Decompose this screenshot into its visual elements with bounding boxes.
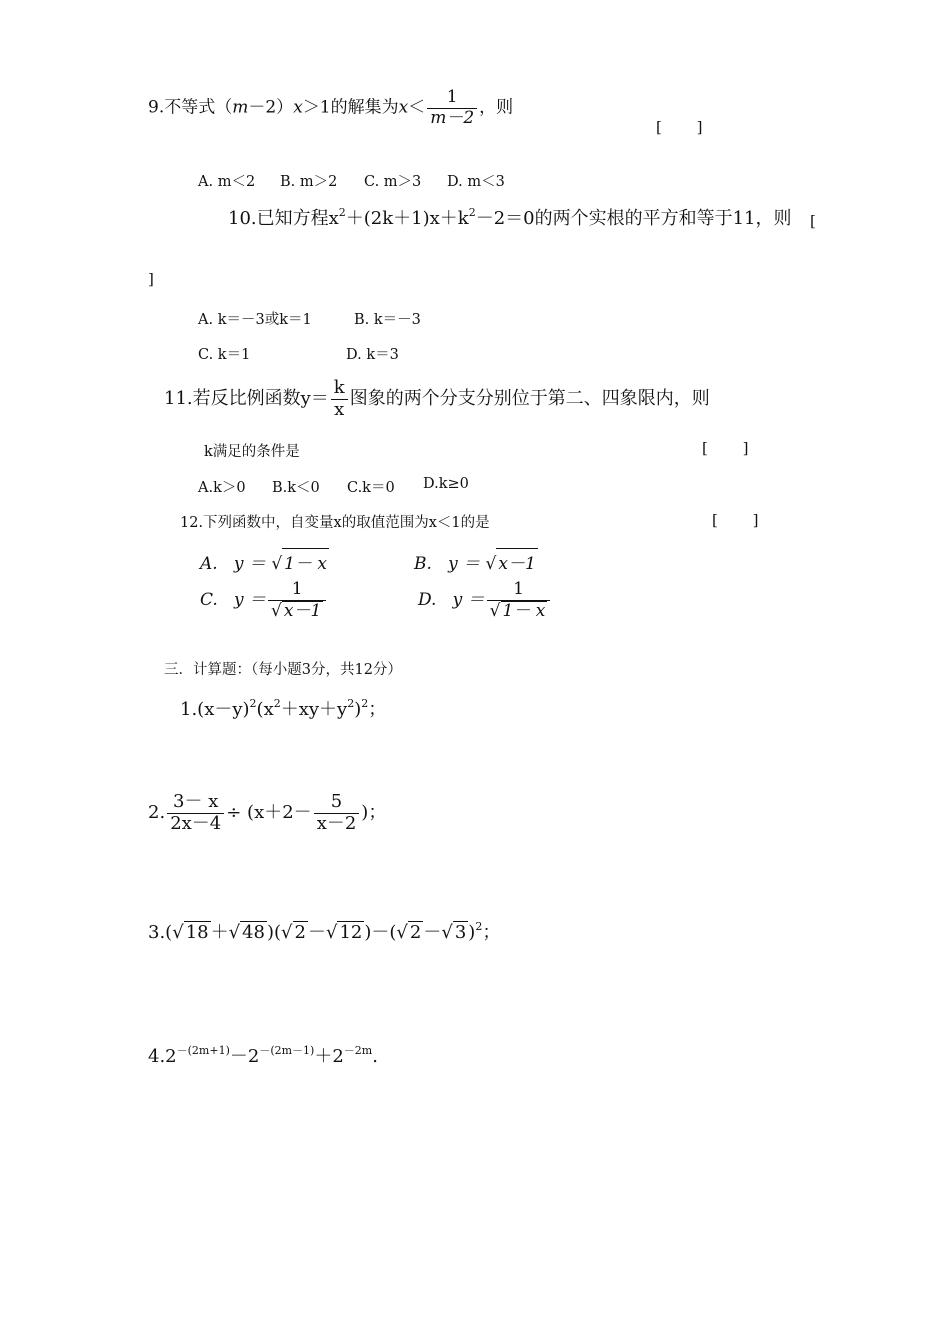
sqrt-sign: √ x－1	[486, 548, 538, 574]
q11-stem: 11.若反比例函数y＝ $\frac{k}{x}$ 图象的两个分支分别位于第二、四象限内，则	[164, 377, 710, 420]
q12-d-fraction: $\frac{1}{√ 1- x}$	[487, 580, 551, 621]
section-3-title: 三．计算题：（每小题3分，共12分）	[164, 662, 402, 678]
q11-option-a: A.k＞0	[198, 480, 246, 496]
problem-1: $1.(x-y)^2(x^2+xy+y^2)^2$；	[180, 697, 387, 720]
q12-option-b: B. y ＝ √ x－1	[414, 548, 538, 574]
q11-option-d: D.k≥0	[423, 476, 469, 492]
q9-option-b: B. m＞2	[280, 174, 338, 190]
q10-stem: 10.已知方程$x^2+(2k+1)x+k^2-2=0$的两个实根的平方和等于11，则	[228, 206, 792, 229]
q10-option-b: B. k＝－3	[354, 312, 421, 328]
q11-answer-bracket[interactable]: [ ]	[702, 439, 749, 457]
sqrt-sign: √ 12	[325, 922, 363, 943]
q9-option-a: A. m＜2	[198, 174, 256, 190]
q10-bracket-close[interactable]: ]	[148, 270, 154, 288]
p2-fraction-1: $\frac{3- x}{2x-4}$	[167, 792, 224, 834]
sqrt-sign: √ 1－ x	[271, 548, 329, 574]
q12-option-d: D. y ＝ $\frac{1}{√ 1- x}$	[418, 580, 552, 621]
q12-c-fraction: $\frac{1}{√ x-1}$	[268, 580, 326, 621]
problem-4: $4.2^{-(2m+1)}-2^{-(2m-1)}+2^{-2m}$.	[148, 1044, 378, 1067]
q9-stem: 9.不等式（m－2）x＞1的解集为x＜ $\frac{1}{m-2}$ ，则	[148, 87, 514, 128]
q9-option-c: C. m＞3	[364, 174, 422, 190]
q11-condition-line: k满足的条件是	[204, 444, 300, 460]
sqrt-sign: √ 18	[172, 922, 209, 943]
q12-stem: 12.下列函数中，自变量x的取值范围为x＜1的是	[180, 515, 490, 531]
sqrt-sign: √ x－1	[271, 600, 322, 621]
sqrt-sign: √ 48	[228, 922, 265, 943]
q12-option-c: C. y ＝ $\frac{1}{√ x-1}$	[200, 580, 328, 621]
sqrt-sign: √ 3	[441, 922, 467, 943]
problem-3: 3.(√ 18 ＋√ 48 )(√ 2 －√ 12 )－(√ 2 －√ 3 )$^2$；	[148, 920, 501, 943]
p2-fraction-2: $\frac{5}{x-2}$	[314, 792, 360, 834]
q10-option-c: C. k＝1	[198, 347, 251, 363]
q10-option-d: D. k＝3	[346, 347, 399, 363]
sqrt-sign: √ 2	[281, 922, 306, 943]
q10-bracket-open[interactable]: [	[810, 212, 816, 230]
q11-fraction: $\frac{k}{x}$	[331, 378, 348, 420]
q10-option-a: A. k＝－3或k＝1	[198, 312, 312, 328]
q11-option-b: B.k＜0	[272, 480, 320, 496]
q11-option-c: C.k＝0	[347, 480, 395, 496]
q12-option-a: A. y ＝ √ 1－ x	[200, 548, 329, 574]
q9-option-d: D. m＜3	[447, 174, 505, 190]
sqrt-sign: √ 2	[396, 922, 422, 943]
sqrt-sign: √ 1－ x	[489, 600, 546, 621]
q9-answer-bracket[interactable]: [ ]	[656, 118, 703, 136]
problem-2: 2. $\frac{3- x}{2x-4}$ ÷ (x＋2－ $\frac{5}{x-2}$ )；	[148, 791, 387, 834]
q12-answer-bracket[interactable]: [ ]	[712, 511, 759, 529]
q9-fraction: $\frac{1}{m-2}$	[427, 88, 477, 128]
